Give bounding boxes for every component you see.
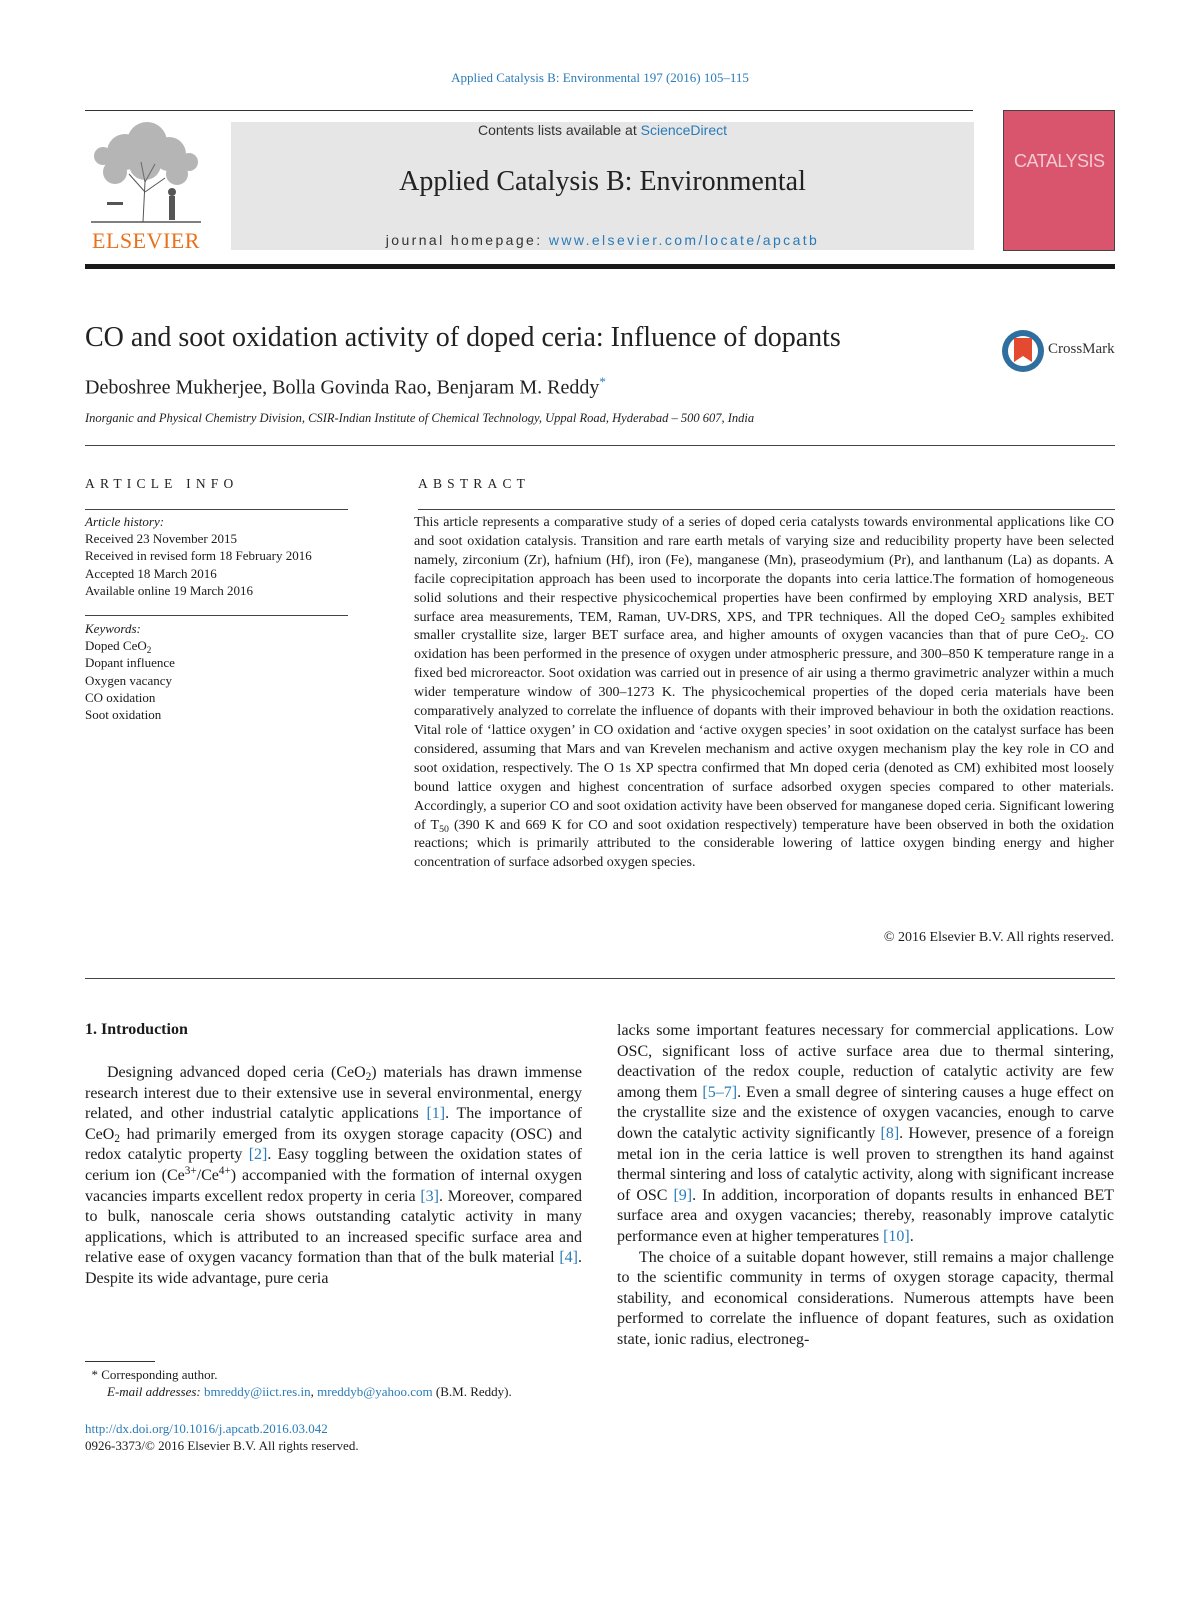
history-item: Received in revised form 18 February 2016 bbox=[85, 548, 312, 564]
keywords-label: Keywords: bbox=[85, 621, 141, 636]
citation-link[interactable]: [2] bbox=[248, 1146, 268, 1164]
citation-link[interactable]: [10] bbox=[883, 1227, 910, 1245]
footnote-mark: * bbox=[91, 1367, 98, 1382]
affiliation: Inorganic and Physical Chemistry Division, CSIR-Indian Institute of Chemical Technology, Uppal Road, Hyderabad – 500 607, India bbox=[85, 411, 755, 425]
corresponding-author-note: Corresponding author. bbox=[98, 1367, 218, 1382]
abstract-copyright: © 2016 Elsevier B.V. All rights reserved. bbox=[883, 930, 1114, 945]
abstract-heading: ABSTRACT bbox=[418, 476, 531, 491]
contents-prefix: Contents lists available at bbox=[477, 122, 641, 138]
citation-link[interactable]: [8] bbox=[880, 1124, 900, 1142]
abstract-text: This article represents a comparative study of a series of doped ceria catalysts towards environmental applications like CO and soot oxidation catalysis. Transition and rare earth metals of varying size and reducibility property have been selected namely, zirconium (Zr), hafnium (Hf), iron (Fe), manganese (Mn), praseodymium (Pr), and lanthanum (La) as dopants. A facile coprecipitation approach has been used to incorporate the dopants into ceria lattice.The formation of homogeneous solid solutions and their respective physicochemical properties have been confirmed by employing XRD analysis, BET surface area measurements, TEM, Raman, UV-DRS, XPS, and TPR techniques. All the doped CeO$_2$ samples exhibited smaller crystallite size, larger BET surface area, and higher amounts of oxygen vacancies than that of pure CeO$_2$. CO oxidation has been performed in the presence of oxygen under atmospheric pressure, and 300–850 K temperature range in a fixed bed microreactor. Soot oxidation was carried out in presence of air using a thermo gravimetric analyzer within a much wider temperature window of 300–1273 K. The physicochemical properties of the doped ceria materials have been comparatively analyzed to correlate the influence of dopants with their improved behaviour in both the oxidation reactions. Vital role of ‘lattice oxygen’ in CO oxidation and ‘active oxygen species’ in soot oxidation on the catalyst surface has been considered, assuming that Mars and van Krevelen mechanism and active oxygen mechanism play the key role in CO and soot oxidation, respectively. The O 1s XP spectra confirmed that Mn doped ceria (denoted as CM) exhibited most loosely bound lattice oxygen and highest concentration of surface adsorbed oxygen species compared to other materials. Accordingly, a superior CO and soot oxidation activity have been observed for manganese doped ceria. Significant lowering of $T_{50}$ (390 K and 669 K for CO and soot oxidation respectively) temperature have been observed in both the oxidation reactions; which is primarily attributed to the considerable lowering of lattice oxygen binding energy and higher concentration of surface adsorbed oxygen species. bbox=[414, 515, 1114, 871]
history-label: Article history: bbox=[85, 514, 165, 529]
doi-block bbox=[85, 1420, 359, 1454]
history-item: Available online 19 March 2016 bbox=[85, 582, 253, 598]
contents-line bbox=[231, 122, 974, 138]
article-info-rule bbox=[85, 615, 348, 616]
abstract-rule bbox=[418, 509, 1115, 510]
intro-paragraph-1: Designing advanced doped ceria (CeO$_2$) materials has drawn immense research interest due to their extensive use in several environmental, energy related, and other industrial catalytic applications [1]. The importance of CeO$_2$ had primarily emerged from its oxygen storage capacity (OSC) and redox catalytic property [2]. Easy toggling between the oxidation states of cerium ion $(Ce^{3+}/Ce^{4+})$ accompanied with the formation of internal oxygen vacancies imparts excellent redox property in ceria [3]. Moreover, compared to bulk, nanoscale ceria shows outstanding catalytic activity in many applications, which is attributed to an increased specific surface area and relative ease of oxygen vacancy formation than that of the bulk material [4]. Despite its wide advantage, pure ceria bbox=[85, 1064, 583, 1287]
elsevier-wordmark: ELSEVIER bbox=[92, 228, 200, 253]
intro-paragraph-2: The choice of a suitable dopant however, still remains a major challenge to the scientific community in terms of oxygen storage capacity, thermal stability, and economical considerations. Numerous attempts have been performed to correlate the influence of dopant features, such as oxidation state, ionic radius, electroneg- bbox=[617, 1248, 1114, 1348]
crossmark-label: CrossMark bbox=[1048, 341, 1115, 357]
authors-text: Deboshree Mukherjee, Bolla Govinda Rao, Benjaram M. Reddy bbox=[85, 376, 600, 399]
doi-link[interactable]: http://dx.doi.org/10.1016/j.apcatb.2016.03.042 bbox=[85, 1421, 328, 1436]
intro-paragraph-1-continued: lacks some important features necessary for commercial applications. Low OSC, significant loss of active surface area due to thermal sintering, deactivation of the redox couple, reduction of catalytic activity are few among them [5–7]. Even a small degree of sintering causes a huge effect on the crystallite size and the existence of oxygen vacancies, enough to carve down the catalytic activity significantly [8]. However, presence of a foreign metal ion in the ceria lattice is well proven to strengthen its hand against thermal sintering and loss of catalytic activity, along with significant increase of OSC [9]. In addition, incorporation of dopants results in enhanced BET surface area and oxygen vacancies; thereby, reasonably improve catalytic performance even at higher temperatures [10]. bbox=[617, 1022, 1115, 1245]
header-thick-rule bbox=[85, 264, 1115, 269]
section-rule bbox=[85, 978, 1115, 979]
section-rule bbox=[85, 445, 1115, 446]
article-history bbox=[85, 513, 348, 599]
citation-link[interactable]: [9] bbox=[673, 1186, 693, 1204]
footnote: * Corresponding author. E-mail addresses: bmreddy@iict.res.in, mreddyb@yahoo.com (B.M. Reddy). bbox=[91, 1367, 512, 1399]
keyword-item: Doped CeO$_2$ bbox=[85, 638, 152, 656]
footnote-rule bbox=[85, 1361, 155, 1362]
body-column-right bbox=[617, 1021, 1114, 1351]
journal-homepage-link[interactable]: www.elsevier.com/locate/apcatb bbox=[548, 232, 820, 248]
body-column-left bbox=[85, 1063, 582, 1290]
email-link[interactable]: bmreddy@iict.res.in bbox=[204, 1384, 311, 1399]
issn-copyright: 0926-3373/© 2016 Elsevier B.V. All rights reserved. bbox=[85, 1438, 359, 1453]
article-info-heading: ARTICLE INFO bbox=[85, 476, 239, 491]
email-label: E-mail addresses: bbox=[107, 1384, 205, 1399]
article-title: CO and soot oxidation activity of doped ceria: Influence of dopants bbox=[85, 322, 841, 353]
author-list bbox=[85, 374, 606, 400]
cover-title: CATALYSIS bbox=[1014, 151, 1105, 171]
keyword-item: CO oxidation bbox=[85, 689, 156, 705]
elsevier-logo[interactable] bbox=[85, 122, 207, 254]
article-info-rule bbox=[85, 509, 348, 510]
crossmark-icon bbox=[1000, 328, 1046, 374]
keyword-item: Oxygen vacancy bbox=[85, 672, 172, 688]
history-item: Accepted 18 March 2016 bbox=[85, 565, 217, 581]
corresponding-author-mark[interactable]: * bbox=[599, 374, 606, 389]
keyword-item: Dopant influence bbox=[85, 655, 175, 671]
journal-homepage-line bbox=[231, 232, 974, 248]
keyword-item: Soot oxidation bbox=[85, 707, 162, 723]
citation-link[interactable]: [4] bbox=[559, 1249, 578, 1267]
citation-link[interactable]: [3] bbox=[420, 1187, 439, 1205]
citation-link[interactable]: [1] bbox=[426, 1105, 446, 1123]
history-item: Received 23 November 2015 bbox=[85, 531, 237, 547]
homepage-prefix: journal homepage: bbox=[385, 232, 549, 248]
header-top-rule bbox=[85, 110, 973, 111]
citation-link[interactable]: [5–7] bbox=[702, 1083, 738, 1101]
section-heading-introduction: 1. Introduction bbox=[85, 1021, 188, 1038]
crossmark-badge[interactable] bbox=[1000, 328, 1120, 374]
keywords bbox=[85, 620, 348, 723]
tree-icon bbox=[85, 122, 207, 226]
sciencedirect-link[interactable]: ScienceDirect bbox=[640, 122, 727, 138]
journal-cover-thumbnail[interactable] bbox=[1003, 110, 1115, 251]
journal-name: Applied Catalysis B: Environmental bbox=[399, 166, 806, 197]
journal-citation[interactable]: Applied Catalysis B: Environmental 197 (2016) 105–115 bbox=[451, 70, 749, 85]
email-link[interactable]: mreddyb@yahoo.com bbox=[317, 1384, 433, 1399]
